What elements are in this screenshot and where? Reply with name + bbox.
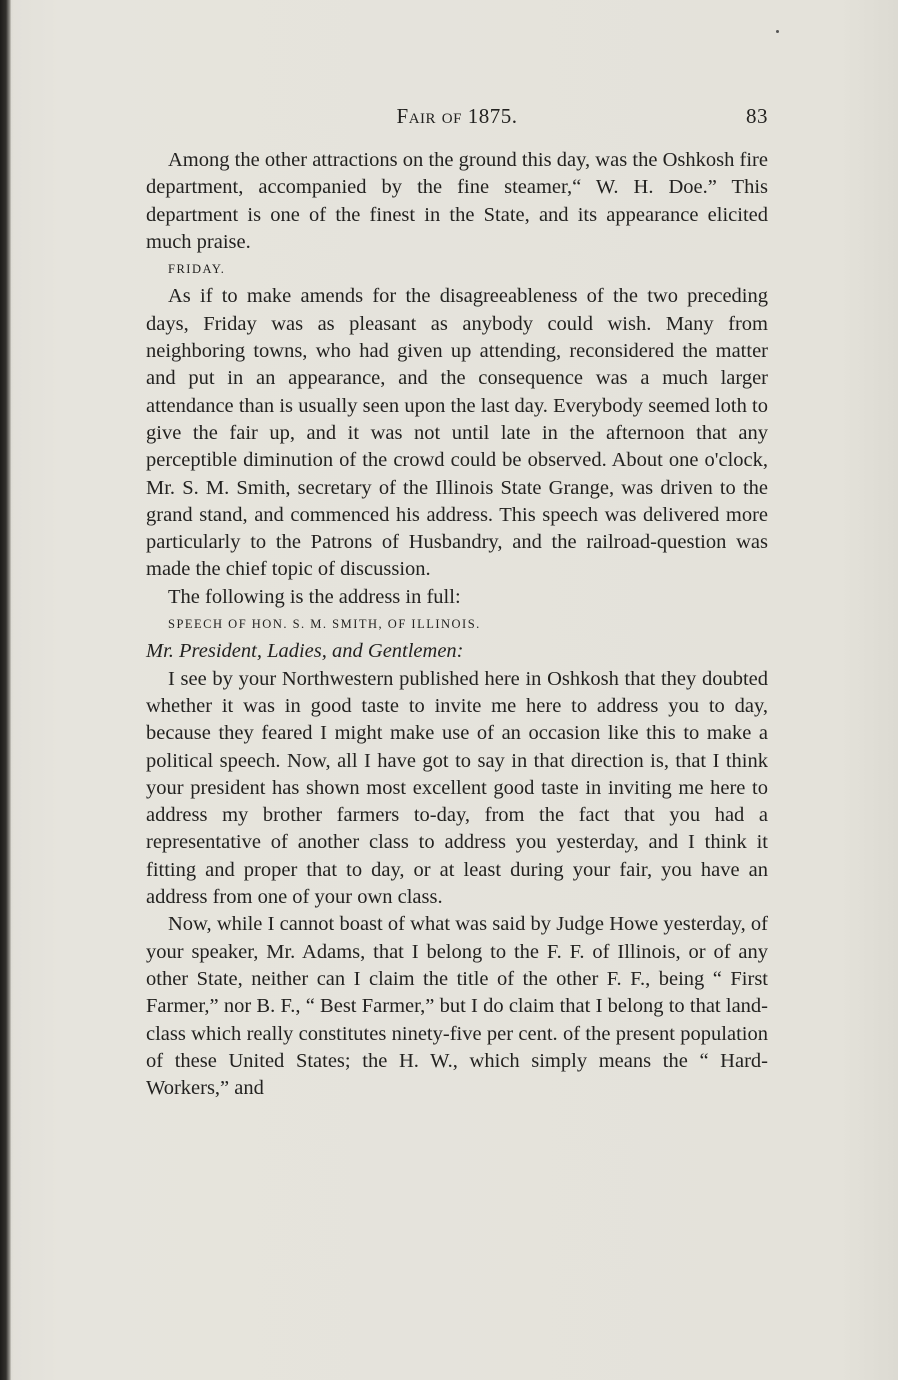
page-number: 83 — [746, 104, 768, 128]
speech-salutation: Mr. President, Ladies, and Gentlemen: — [146, 640, 464, 663]
paragraph-speech-1: I see by your Northwestern published here in Oshkosh that they doubted whether it was in good taste to invite me here to address you to day, because they feared I might make use of an occasion like this to make a political speech. Now, all I have got to say in that direction is, that I think your president has shown most excellent good taste in inviting me here to address my brother farmers to-day, from the fact that you had a representative of another class to address you yesterday, and I think it fitting and proper that to day, or at least during your fair, you have an address from one of your own class. — [146, 667, 768, 909]
paragraph-address-intro: The following is the address in full: — [168, 585, 461, 608]
paper-speck — [776, 30, 779, 33]
running-header — [146, 104, 768, 134]
book-spine-shadow — [0, 0, 11, 1380]
paragraph-friday-narrative: As if to make amends for the disagreeableness of the two preceding days, Friday was as pleasant as anybody could wish. Many from neighboring towns, who had given up attending, reconsidered the matter and put in an appearance, and the consequence was a much larger attendance than is usually seen upon the last day. Everybody seemed loth to give the fair up, and it was not until late in the afternoon that any perceptible diminution of the crowd could be observed. About one o'clock, Mr. S. M. Smith, secretary of the Illinois State Grange, was driven to the grand stand, and commenced his address. This speech was delivered more particularly to the Patrons of Husbandry, and the railroad-question was made the chief topic of discussion. — [146, 285, 768, 581]
paragraph-fire-department: Among the other attractions on the ground this day, was the Oshkosh fire department, accompanied by the fine steamer,“ W. H. Doe.” This department is one of the finest in the State, and its appearance elicited much praise. — [146, 149, 768, 253]
running-title: Fair of 1875. — [396, 104, 518, 128]
paragraph-speech-2: Now, while I cannot boast of what was said by Judge Howe yesterday, of your speaker, Mr. Adams, that I belong to the F. F. of Illinois, or of any other State, neither can I claim the title of the other F. F., being “ First Farmer,” nor B. F., “ Best Farmer,” but I do claim that I belong to that land-class which really constitutes ninety-five per cent. of the present population of these United States; the H. W., which simply means the “ Hard-Workers,” and — [146, 913, 768, 1100]
body-text — [146, 147, 768, 1102]
section-heading-friday: FRIDAY. — [168, 262, 226, 277]
section-heading-speech: SPEECH OF HON. S. M. SMITH, OF ILLINOIS. — [168, 617, 481, 632]
